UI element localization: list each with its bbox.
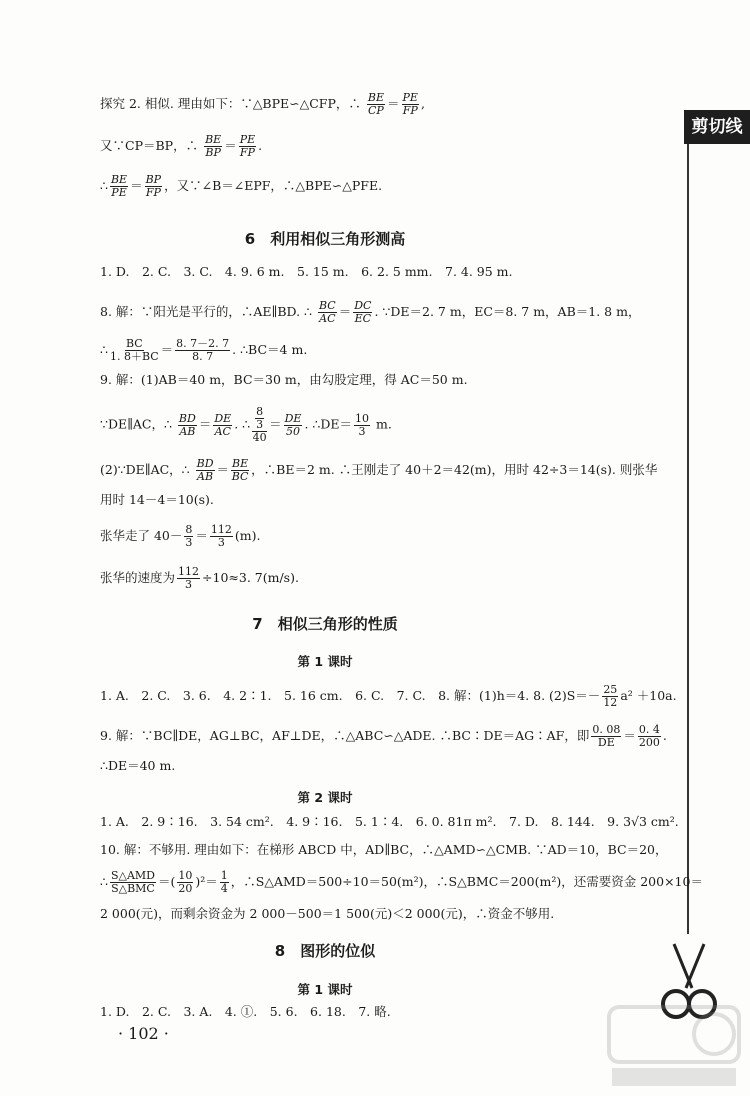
line: 1. A. 2. 9∶16. 3. 54 cm². 4. 9∶16. 5. 1∶4. 6. 0. 81π m². 7. D. 8. 144. 9. 3√3 cm². (100, 814, 679, 829)
fraction: $\frac{BE}{BC}$ (231, 457, 249, 483)
line: 9. 解：(1)AB＝40 m，BC＝30 m，由勾股定理，得 AC＝50 m. (100, 372, 468, 387)
text: 张华走了 40－ (100, 528, 183, 543)
fraction: $\frac{112}{3}$ (210, 523, 232, 549)
fraction: $\frac{DE}{AC}$ (214, 411, 232, 438)
lesson-title: 第 2 课时 (297, 790, 353, 805)
line: (2)∵DE∥AC，∴ $\frac{BD}{AB}$ ＝ $\frac{BE}{BC}$ ，∴BE＝2 m. ∴王刚走了 40＋2＝42(m)，用时 42÷3＝14(s). 则张华 (100, 457, 658, 483)
text: 探究 2. 相似. 理由如下：∵△BPE∽△CFP，∴ (100, 96, 361, 111)
text: 1. A. 2. C. 3. 6. 4. 2∶1. 5. 16 cm. 6. C. 7. C. 8. 解：(1)h＝4. 8. (2)S＝－ (100, 688, 601, 703)
fraction: $\frac{112}{3}$ (178, 565, 200, 591)
text: ，∴BE＝2 m. ∴王刚走了 40＋2＝42(m)，用时 42÷3＝14(s). 则张华 (251, 462, 658, 477)
fraction: $\frac{BD}{AB}$ (196, 457, 214, 483)
page-number: · 102 · (118, 1024, 169, 1043)
line (100, 566, 299, 591)
fraction: $\frac{DE}{50}$ (284, 411, 302, 438)
section-title-6: 6 利用相似三角形测高 (244, 230, 406, 248)
line: ∴DE＝40 m. (100, 758, 176, 773)
fraction: $\frac{10}{3}$ (355, 411, 370, 438)
line: 探究 2. 相似. 理由如下：∵△BPE∽△CFP，∴ $\frac{BE}{CP}$ ＝ $\frac{PE}{FP}$ , (100, 91, 425, 117)
text: ，又∵∠B＝∠EPF，∴△BPE∽△PFE. (164, 178, 383, 193)
section-title-7: 7 相似三角形的性质 (252, 615, 398, 633)
lesson-title: 第 1 课时 (297, 982, 353, 997)
line: 又∵CP＝BP，∴ $\frac{BE}{BP}$ ＝ $\frac{PE}{FP}$ . (100, 133, 263, 159)
fraction: $\frac{BC}{AC}$ (318, 299, 336, 325)
fraction: $\frac{1}{4}$ (220, 869, 228, 895)
text: 又∵CP＝BP，∴ (100, 138, 199, 153)
line: 10. 解：不够用. 理由如下：在梯形 ABCD 中，AD∥BC，∴△AMD∽△CMB. ∵AD＝10，BC＝20， (100, 842, 668, 857)
line: 张华走了 40－ $\frac{8}{3}$ ＝ $\frac{112}{3}$ (m). (100, 523, 261, 549)
text: 张华的速度为 (100, 570, 176, 585)
line: 9. 解：∵BC∥DE，AG⊥BC，AF⊥DE，∴△ABC∽△ADE. ∴BC∶DE＝AG∶AF，即 $\frac{0. 08}{DE}$ ＝ $\frac{0. 4}{200}$ . (100, 723, 667, 749)
fraction: S△AMD S△BMC (110, 869, 155, 895)
text: . ∴BC＝4 m. (232, 342, 308, 357)
fraction: $\frac{BE}{PE}$ (110, 173, 128, 199)
line: 1. D. 2. C. 3. C. 4. 9. 6 m. 5. 15 m. 6. 2. 5 mm. 7. 4. 95 m. (100, 264, 513, 279)
watermark-logo (604, 1002, 744, 1092)
text: 9. 解：∵BC∥DE，AG⊥BC，AF⊥DE，∴△ABC∽△ADE. ∴BC∶DE＝AG∶AF，即 (100, 728, 590, 743)
text: ，∴S△AMD＝500÷10＝50(m²)，∴S△BMC＝200(m²)，还需要资金 200×10＝ (230, 874, 703, 889)
line: 8. 解：∵阳光是平行的，∴AE∥BD. ∴ $\frac{BC}{AC}$ ＝ $\frac{DC}{EC}$ . ∵DE＝2. 7 m，EC＝8. 7 m，AB＝1. 8 m， (100, 299, 641, 325)
text: . ∵DE＝2. 7 m，EC＝8. 7 m，AB＝1. 8 m， (374, 304, 641, 319)
section-title-8: 8 图形的位似 (274, 942, 376, 960)
fraction: $\frac{BC}{1. 8+BC}$ (109, 337, 159, 363)
text: ÷10≈3. 7(m/s). (202, 570, 299, 585)
fraction: $\frac{BD}{AB}$ (178, 411, 196, 438)
lesson-title: 第 1 课时 (297, 654, 353, 669)
fraction: $\frac{0. 08}{DE}$ (592, 723, 621, 749)
text: m. (372, 416, 392, 432)
fraction: $\frac{DC}{EC}$ (354, 299, 372, 325)
fraction: $\frac{\frac{8}{3}}{40}$ (252, 405, 267, 444)
text: (m). (234, 528, 261, 543)
fraction: $\frac{BE}{CP}$ (367, 91, 384, 117)
fraction: $\frac{PE}{FP}$ (239, 133, 256, 159)
cut-line-tab: 剪切线 (684, 110, 750, 144)
line: 2 000(元)，而剩余资金为 2 000－500＝1 500(元)＜2 000(元)，∴资金不够用. (100, 906, 555, 921)
line: 用时 14－4＝10(s). (100, 492, 214, 507)
fraction: $\frac{BP}{FP}$ (145, 173, 162, 199)
line (100, 684, 677, 709)
fraction: $\frac{PE}{FP}$ (402, 91, 418, 117)
fraction: $\frac{0. 4}{200}$ (638, 723, 660, 749)
text: 8. 解：∵阳光是平行的，∴AE∥BD. ∴ (100, 304, 312, 319)
text: ∵DE∥AC，∴ (100, 416, 172, 432)
fraction: $\frac{10}{20}$ (178, 869, 193, 895)
text: (2)∵DE∥AC，∴ (100, 462, 190, 477)
line: ∴ S△AMD S△BMC ＝( $\frac{10}{20}$ )²＝ $\frac{1}{4}$ ，∴S△AMD＝500÷10＝50(m²)，∴S△BMC＝200(m²)，还需要资金 200×10＝ (100, 869, 703, 895)
text: a² ＋10a. (620, 688, 677, 703)
fraction: $\frac{BE}{BP}$ (205, 133, 222, 159)
fraction: $\frac{8}{3}$ (185, 523, 193, 549)
fraction: $\frac{8. 7-2. 7}{8. 7}$ (176, 337, 230, 363)
line: ∵DE∥AC，∴ $\frac{BD}{AB}$ ＝ $\frac{DE}{AC}$ . ∴ $\frac{\frac{8}{3}}{40}$ ＝ $\frac{DE}{50}$ . ∴DE＝ $\frac{10}{3}$ m. (100, 405, 392, 444)
cut-line (687, 144, 689, 934)
text: . ∴DE＝ (304, 416, 353, 432)
line: 1. D. 2. C. 3. A. 4. ①. 5. 6. 6. 18. 7. 略. (100, 1004, 391, 1019)
fraction: $\frac{25}{12}$ (603, 683, 618, 709)
line: ∴ $\frac{BC}{1. 8+BC}$ ＝ $\frac{8. 7-2. 7}{8. 7}$ . ∴BC＝4 m. (100, 337, 308, 363)
line: ∴ $\frac{BE}{PE}$ ＝ $\frac{BP}{FP}$ ，又∵∠B＝∠EPF，∴△BPE∽△PFE. (100, 173, 383, 199)
